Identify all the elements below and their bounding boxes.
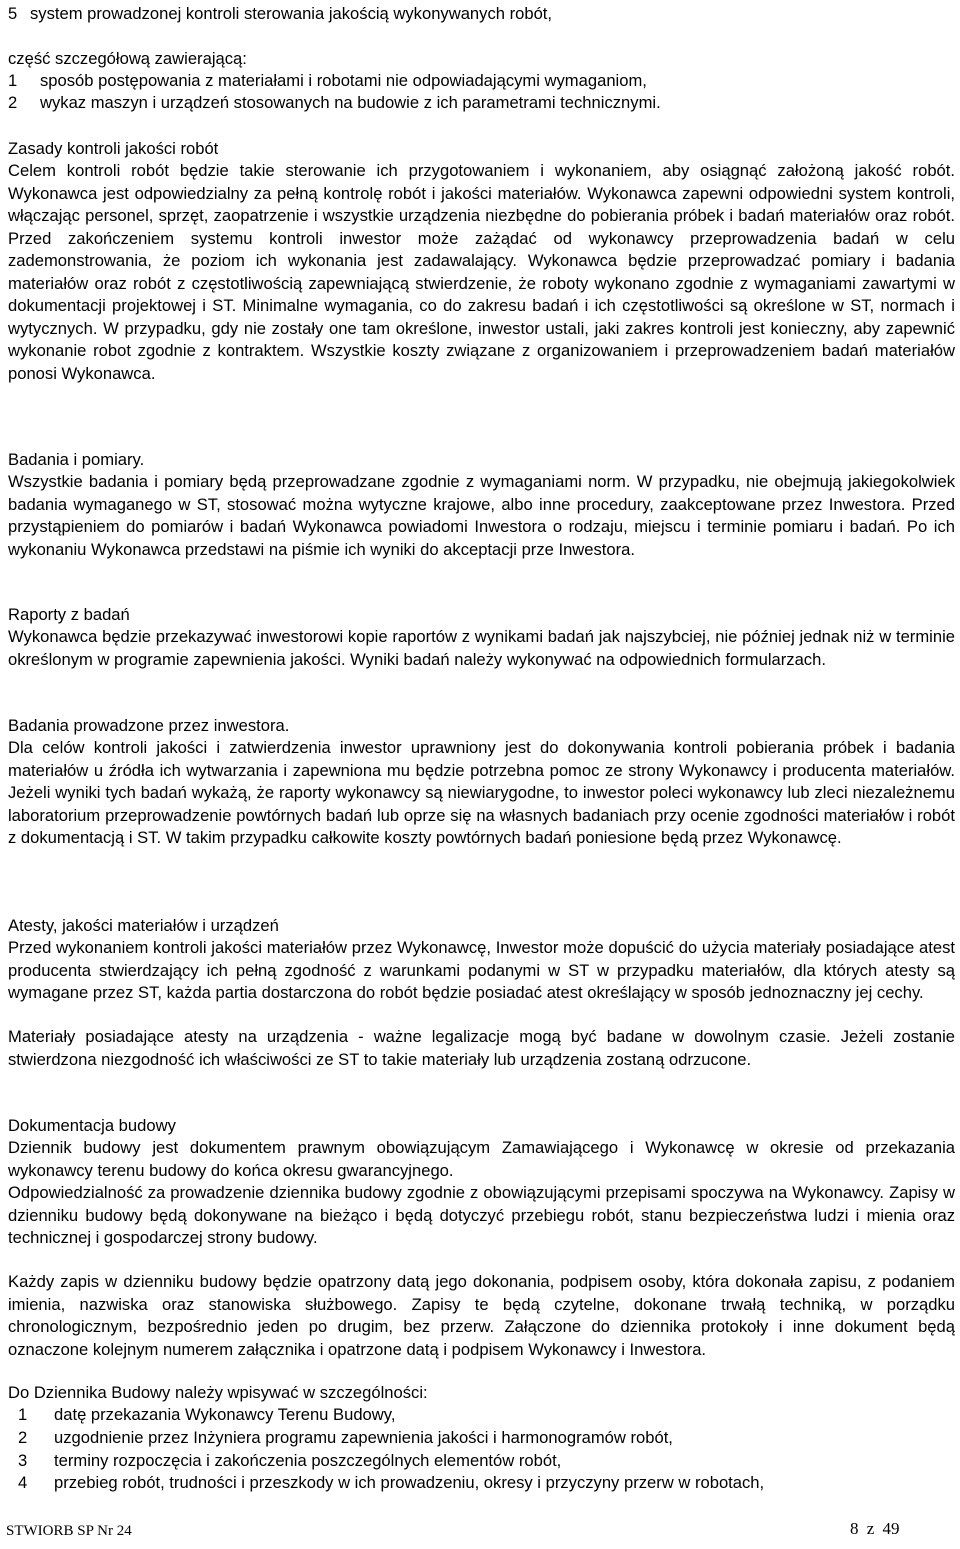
- paragraph: Celem kontroli robót będzie takie sterowanie ich przygotowaniem i wykonaniem, aby osiągnąć założoną jakość robót. Wykonawca jest odpowiedzialny za pełną kontrolę robót i jakości materiałów. Wykonawca zapewni odpowiedni system kontroli, włączając personel, sprzęt, zaopatrzenie i wszystkie urządzenia niezbędne do pobierania próbek i badań materiałów oraz robót. Przed zakończeniem systemu kontroli inwestor może zażądać od wykonawcy przeprowadzenia badań w celu zademonstrowania, że poziom ich wykonania jest zadawalający. Wykonawca będzie przeprowadzać pomiary i badania materiałów oraz robót z częstotliwością zapewniającą stwierdzenie, że roboty wykonano zgodnie z wymaganiami zawartymi w dokumentacji projektowej i ST. Minimalne wymagania, co do zakresu badań i ich częstotliwości są określone w ST, normach i wytycznych. W przypadku, gdy nie zostały one tam określone, inwestor ustali, jaki zakres kontroli jest konieczny, aby zapewnić wykonanie robot zgodnie z kontraktem. Wszystkie koszty związane z organizowaniem i przeprowadzeniem badań materiałów ponosi Wykonawca.: [8, 161, 955, 383]
- paragraph: Do Dziennika Budowy należy wpisywać w szczególności:: [8, 1383, 428, 1402]
- section-heading: Dokumentacja budowy: [8, 1116, 176, 1135]
- paragraph: Każdy zapis w dzienniku budowy będzie opatrzony datą jego dokonania, podpisem osoby, która dokonała zapisu, z podaniem imienia, nazwiska oraz stanowiska służbowego. Zapisy te będą czytelne, dokonane trwałą techniką, w porządku chronologicznym, bezpośrednio jeden po drugim, bez przerw. Załączone do dziennika protokoły i inne dokument będą oznaczone kolejnym numerem załącznika i opatrzone datą i podpisem Wykonawcy i Inwestora.: [8, 1272, 955, 1359]
- list-item-number: 2: [8, 93, 18, 112]
- list-item-number: 1: [18, 1405, 28, 1424]
- list-item-text: przebieg robót, trudności i przeszkody w ich prowadzeniu, okresy i przyczyny przerw w robotach,: [54, 1473, 765, 1492]
- part-heading: część szczegółową zawierającą:: [8, 49, 247, 68]
- footer-document-id: STWIORB SP Nr 24: [6, 1523, 132, 1539]
- section-heading: Raporty z badań: [8, 605, 130, 624]
- paragraph: Materiały posiadające atesty na urządzenia - ważne legalizacje mogą być badane w dowolnym czasie. Jeżeli zostanie stwierdzona niezgodność ich właściwości ze ST to takie materiały lub urządzenia zostaną odrzucone.: [8, 1027, 955, 1069]
- list-item-number: 3: [18, 1451, 28, 1470]
- section-heading: Zasady kontroli jakości robót: [8, 139, 219, 158]
- list-item-text: wykaz maszyn i urządzeń stosowanych na budowie z ich parametrami technicznymi.: [40, 93, 661, 112]
- list-item-text: system prowadzonej kontroli sterowania jakością wykonywanych robót,: [30, 4, 553, 23]
- list-item-text: terminy rozpoczęcia i zakończenia poszczególnych elementów robót,: [54, 1451, 562, 1470]
- footer-page-number: 8 z 49: [850, 1519, 900, 1538]
- section-heading: Atesty, jakości materiałów i urządzeń: [8, 916, 279, 935]
- list-item-text: sposób postępowania z materiałami i robotami nie odpowiadającymi wymaganiom,: [40, 71, 647, 90]
- paragraph: Przed wykonaniem kontroli jakości materiałów przez Wykonawcę, Inwestor może dopuścić do użycia materiały posiadające atest producenta stwierdzający ich pełną zgodność z warunkami podanymi w ST w przypadku materiałów, dla których atesty są wymagane przez ST, każda partia dostarczona do robót będzie posiadać atest określający w sposób jednoznaczny jej cechy.: [8, 938, 955, 1002]
- paragraph: Dla celów kontroli jakości i zatwierdzenia inwestor uprawniony jest do dokonywania kontroli pobierania próbek i badania materiałów u źródła ich wytwarzania i zapewniona mu będzie potrzebna pomoc ze strony Wykonawcy i producenta materiałów. Jeżeli wyniki tych badań wykażą, że raporty wykonawcy są niewiarygodne, to inwestor poleci wykonawcy lub zleci niezależnemu laboratorium przeprowadzenie powtórnych badań lub oprze się na własnych badaniach przy ocenie zgodności materiałów i robót z dokumentacją i ST. W takim przypadku całkowite koszty powtórnych badań poniesione będą przez Wykonawcę.: [8, 738, 955, 847]
- section-heading: Badania i pomiary.: [8, 450, 145, 469]
- list-item-number: 4: [18, 1473, 28, 1492]
- section-heading: Badania prowadzone przez inwestora.: [8, 716, 290, 735]
- list-item-number: 5: [8, 4, 18, 23]
- list-item-text: datę przekazania Wykonawcy Terenu Budowy,: [54, 1405, 396, 1424]
- paragraph: Wszystkie badania i pomiary będą przeprowadzane zgodnie z wymaganiami norm. W przypadku, nie obejmują jakiegokolwiek badania wymaganego w ST, stosować można wytyczne krajowe, albo inne procedury, zaakceptowane przez Inwestora. Przed przystąpieniem do pomiarów i badań Wykonawca powiadomi Inwestora o rodzaju, miejscu i terminie pomiaru i badań. Po ich wykonaniu Wykonawca przedstawi na piśmie ich wyniki do akceptacji prze Inwestora.: [8, 472, 955, 559]
- list-item-number: 1: [8, 71, 18, 90]
- list-item-number: 2: [18, 1428, 28, 1447]
- paragraph: Dziennik budowy jest dokumentem prawnym obowiązującym Zamawiającego i Wykonawcę w okresie od przekazania wykonawcy terenu budowy do końca okresu gwarancyjnego.: [8, 1138, 955, 1180]
- paragraph: Wykonawca będzie przekazywać inwestorowi kopie raportów z wynikami badań jak najszybciej, nie później jednak niż w terminie określonym w programie zapewnienia jakości. Wyniki badań należy wykonywać na odpowiednich formularzach.: [8, 627, 955, 669]
- paragraph: Odpowiedzialność za prowadzenie dziennika budowy zgodnie z obowiązującymi przepisami spoczywa na Wykonawcy. Zapisy w dzienniku budowy będą dokonywane na bieżąco i będą dotyczyć przebiegu robót, stanu bezpieczeństwa ludzi i mienia oraz technicznej i gospodarczej strony budowy.: [8, 1183, 955, 1247]
- list-item-text: uzgodnienie przez Inżyniera programu zapewnienia jakości i harmonogramów robót,: [54, 1428, 673, 1447]
